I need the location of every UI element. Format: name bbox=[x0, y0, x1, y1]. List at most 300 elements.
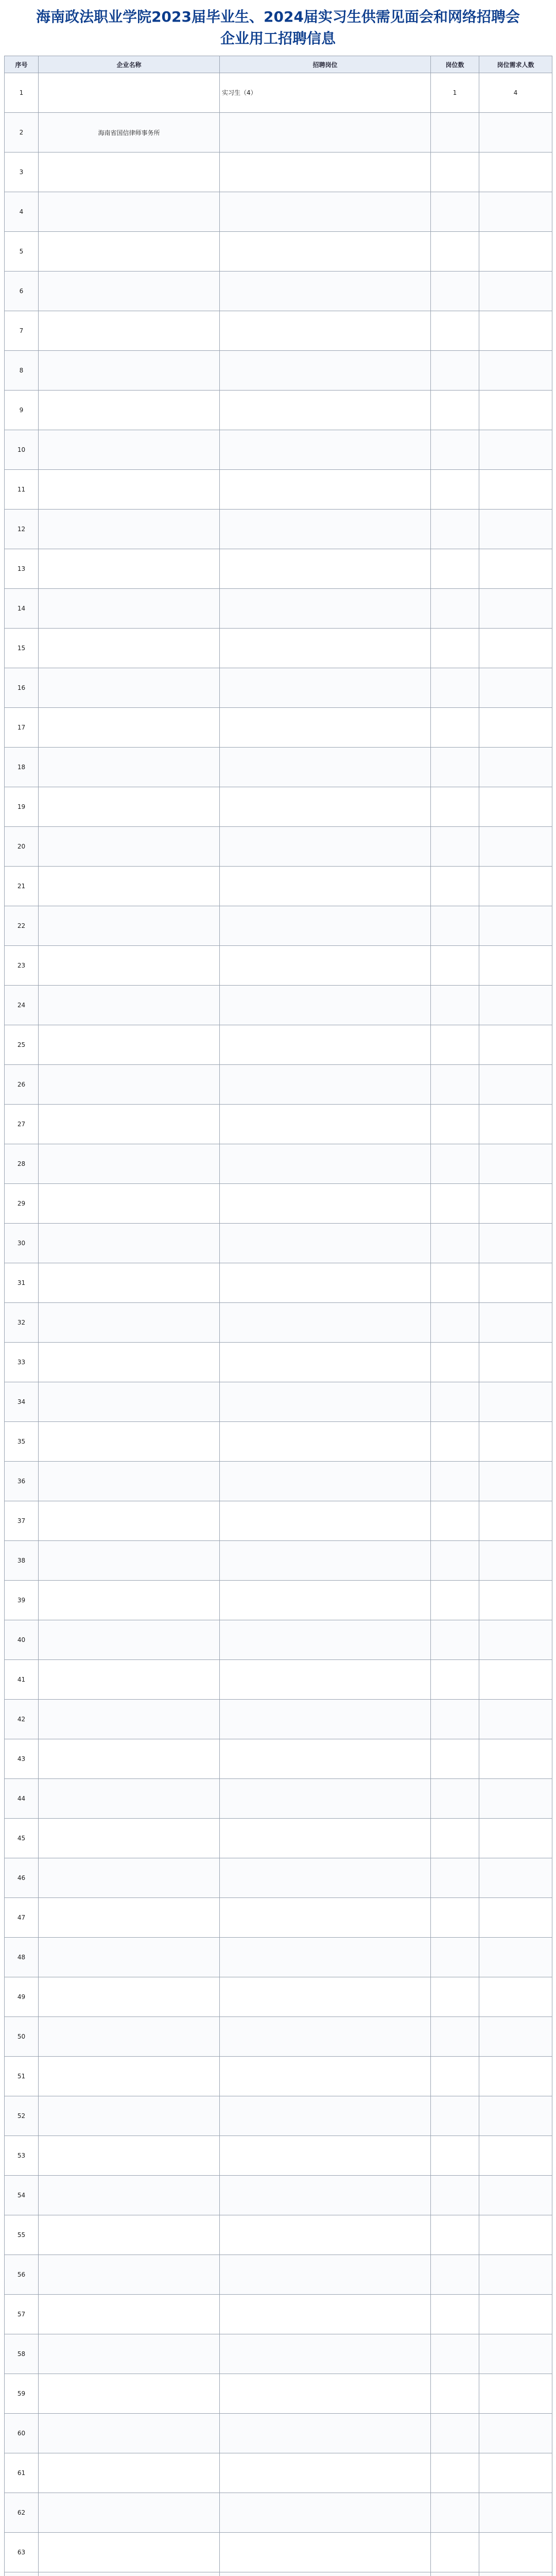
cell-company bbox=[39, 1065, 220, 1105]
cell-company bbox=[39, 1581, 220, 1620]
cell-position-count bbox=[431, 708, 479, 748]
cell-positions bbox=[220, 1343, 431, 1382]
cell-position-count bbox=[431, 1025, 479, 1065]
cell-company bbox=[39, 1422, 220, 1462]
table-row bbox=[5, 351, 552, 391]
table-row bbox=[5, 906, 552, 946]
cell-company bbox=[39, 470, 220, 510]
cell-company bbox=[39, 152, 220, 192]
cell-total-demand bbox=[479, 1898, 552, 1938]
table-row bbox=[5, 1224, 552, 1263]
cell-index: 18 bbox=[5, 748, 39, 787]
cell-position-count bbox=[431, 1184, 479, 1224]
cell-index: 20 bbox=[5, 827, 39, 867]
cell-index: 49 bbox=[5, 1977, 39, 2017]
cell-position-count bbox=[431, 1343, 479, 1382]
cell-index: 30 bbox=[5, 1224, 39, 1263]
cell-position-count bbox=[431, 391, 479, 430]
column-header-index: 序号 bbox=[5, 56, 39, 73]
cell-index: 5 bbox=[5, 232, 39, 272]
cell-positions bbox=[220, 1700, 431, 1739]
cell-index bbox=[5, 2572, 39, 2576]
cell-position-count bbox=[431, 1739, 479, 1779]
cell-index: 56 bbox=[5, 2255, 39, 2295]
cell-total-demand bbox=[479, 430, 552, 470]
cell-total-demand bbox=[479, 2572, 552, 2576]
table-row bbox=[5, 748, 552, 787]
cell-company bbox=[39, 2374, 220, 2414]
cell-positions bbox=[220, 1858, 431, 1898]
cell-index: 48 bbox=[5, 1938, 39, 1977]
cell-index: 24 bbox=[5, 986, 39, 1025]
cell-company bbox=[39, 2334, 220, 2374]
cell-company bbox=[39, 2533, 220, 2572]
cell-company bbox=[39, 748, 220, 787]
cell-total-demand bbox=[479, 470, 552, 510]
cell-total-demand bbox=[479, 2096, 552, 2136]
table-row bbox=[5, 470, 552, 510]
cell-company bbox=[39, 1739, 220, 1779]
cell-index: 32 bbox=[5, 1303, 39, 1343]
cell-positions bbox=[220, 1660, 431, 1700]
cell-index: 19 bbox=[5, 787, 39, 827]
cell-total-demand bbox=[479, 152, 552, 192]
cell-index: 2 bbox=[5, 113, 39, 152]
cell-position-count bbox=[431, 2414, 479, 2453]
cell-total-demand bbox=[479, 2414, 552, 2453]
cell-position-count bbox=[431, 152, 479, 192]
table-row bbox=[5, 1739, 552, 1779]
document-subtitle: 企业用工招聘信息 bbox=[220, 30, 336, 47]
cell-positions bbox=[220, 470, 431, 510]
cell-company bbox=[39, 351, 220, 391]
table-row bbox=[5, 1898, 552, 1938]
cell-index: 43 bbox=[5, 1739, 39, 1779]
table-row bbox=[5, 1581, 552, 1620]
cell-positions bbox=[220, 668, 431, 708]
cell-index: 62 bbox=[5, 2493, 39, 2533]
cell-position-count bbox=[431, 1263, 479, 1303]
cell-position-count bbox=[431, 2295, 479, 2334]
cell-total-demand bbox=[479, 510, 552, 549]
cell-total-demand bbox=[479, 1779, 552, 1819]
cell-position-count bbox=[431, 1224, 479, 1263]
cell-position-count bbox=[431, 1501, 479, 1541]
cell-total-demand bbox=[479, 351, 552, 391]
cell-index: 55 bbox=[5, 2215, 39, 2255]
cell-total-demand bbox=[479, 2374, 552, 2414]
table-row bbox=[5, 1382, 552, 1422]
cell-index: 9 bbox=[5, 391, 39, 430]
table-row bbox=[5, 1779, 552, 1819]
cell-company bbox=[39, 1858, 220, 1898]
cell-positions bbox=[220, 311, 431, 351]
cell-positions bbox=[220, 2255, 431, 2295]
cell-total-demand bbox=[479, 1263, 552, 1303]
table-row bbox=[5, 1620, 552, 1660]
cell-total-demand bbox=[479, 2334, 552, 2374]
cell-position-count bbox=[431, 1977, 479, 2017]
cell-positions bbox=[220, 391, 431, 430]
cell-total-demand bbox=[479, 2136, 552, 2176]
table-row bbox=[5, 1660, 552, 1700]
cell-positions bbox=[220, 1105, 431, 1144]
cell-index: 60 bbox=[5, 2414, 39, 2453]
table-row bbox=[5, 430, 552, 470]
cell-position-count bbox=[431, 549, 479, 589]
cell-company bbox=[39, 2414, 220, 2453]
cell-company bbox=[39, 232, 220, 272]
cell-positions bbox=[220, 1898, 431, 1938]
cell-index: 26 bbox=[5, 1065, 39, 1105]
cell-position-count bbox=[431, 1938, 479, 1977]
cell-index: 37 bbox=[5, 1501, 39, 1541]
cell-company bbox=[39, 2096, 220, 2136]
cell-total-demand bbox=[479, 2533, 552, 2572]
table-row bbox=[5, 867, 552, 906]
cell-position-count bbox=[431, 2096, 479, 2136]
cell-positions bbox=[220, 1382, 431, 1422]
cell-index: 54 bbox=[5, 2176, 39, 2215]
table-row bbox=[5, 1303, 552, 1343]
cell-positions: 实习生（4） bbox=[220, 73, 431, 113]
cell-position-count bbox=[431, 2374, 479, 2414]
cell-company bbox=[39, 1382, 220, 1422]
cell-index: 15 bbox=[5, 629, 39, 668]
cell-company bbox=[39, 2136, 220, 2176]
table-row bbox=[5, 589, 552, 629]
cell-index: 63 bbox=[5, 2533, 39, 2572]
cell-index: 44 bbox=[5, 1779, 39, 1819]
cell-company bbox=[39, 629, 220, 668]
cell-position-count bbox=[431, 986, 479, 1025]
cell-total-demand bbox=[479, 1938, 552, 1977]
cell-index: 3 bbox=[5, 152, 39, 192]
cell-index: 59 bbox=[5, 2374, 39, 2414]
cell-positions bbox=[220, 1462, 431, 1501]
cell-positions bbox=[220, 1779, 431, 1819]
document-title-block bbox=[4, 0, 552, 56]
cell-total-demand bbox=[479, 311, 552, 351]
cell-position-count bbox=[431, 1462, 479, 1501]
cell-total-demand bbox=[479, 192, 552, 232]
cell-index: 23 bbox=[5, 946, 39, 986]
table-row bbox=[5, 1263, 552, 1303]
cell-company bbox=[39, 1938, 220, 1977]
cell-index: 34 bbox=[5, 1382, 39, 1422]
cell-company bbox=[39, 1462, 220, 1501]
cell-index: 10 bbox=[5, 430, 39, 470]
cell-index: 31 bbox=[5, 1263, 39, 1303]
table-row bbox=[5, 113, 552, 152]
cell-company bbox=[39, 1541, 220, 1581]
cell-company bbox=[39, 2572, 220, 2576]
table-row bbox=[5, 2374, 552, 2414]
cell-position-count bbox=[431, 787, 479, 827]
cell-company: 海南省国信律师事务所 bbox=[39, 113, 220, 152]
cell-company bbox=[39, 510, 220, 549]
cell-positions bbox=[220, 2533, 431, 2572]
table-row bbox=[5, 2493, 552, 2533]
table-row bbox=[5, 827, 552, 867]
cell-positions bbox=[220, 510, 431, 549]
cell-company bbox=[39, 1263, 220, 1303]
cell-position-count bbox=[431, 1581, 479, 1620]
cell-company bbox=[39, 311, 220, 351]
cell-position-count bbox=[431, 311, 479, 351]
cell-position-count bbox=[431, 1700, 479, 1739]
cell-company bbox=[39, 430, 220, 470]
cell-total-demand bbox=[479, 867, 552, 906]
column-header-total-demand: 岗位需求人数 bbox=[479, 56, 552, 73]
cell-index: 42 bbox=[5, 1700, 39, 1739]
cell-position-count bbox=[431, 1303, 479, 1343]
table-row bbox=[5, 2414, 552, 2453]
cell-index: 33 bbox=[5, 1343, 39, 1382]
cell-total-demand bbox=[479, 2493, 552, 2533]
cell-positions bbox=[220, 2215, 431, 2255]
cell-position-count bbox=[431, 1541, 479, 1581]
cell-total-demand bbox=[479, 2017, 552, 2057]
cell-positions bbox=[220, 1819, 431, 1858]
cell-total-demand bbox=[479, 668, 552, 708]
cell-positions bbox=[220, 867, 431, 906]
cell-total-demand bbox=[479, 1303, 552, 1343]
cell-positions bbox=[220, 986, 431, 1025]
cell-company bbox=[39, 1144, 220, 1184]
cell-company bbox=[39, 1620, 220, 1660]
table-row bbox=[5, 1501, 552, 1541]
column-header-position-count: 岗位数 bbox=[431, 56, 479, 73]
cell-company bbox=[39, 1898, 220, 1938]
cell-positions bbox=[220, 1541, 431, 1581]
cell-total-demand bbox=[479, 113, 552, 152]
cell-company bbox=[39, 986, 220, 1025]
cell-total-demand bbox=[479, 232, 552, 272]
cell-index: 1 bbox=[5, 73, 39, 113]
cell-positions bbox=[220, 2136, 431, 2176]
cell-total-demand bbox=[479, 1224, 552, 1263]
cell-position-count bbox=[431, 827, 479, 867]
cell-company bbox=[39, 1343, 220, 1382]
table-header-row bbox=[5, 56, 552, 73]
cell-index: 25 bbox=[5, 1025, 39, 1065]
cell-company bbox=[39, 1224, 220, 1263]
table-row bbox=[5, 2136, 552, 2176]
cell-total-demand bbox=[479, 1819, 552, 1858]
table-row bbox=[5, 311, 552, 351]
cell-index: 41 bbox=[5, 1660, 39, 1700]
cell-company bbox=[39, 272, 220, 311]
cell-position-count bbox=[431, 430, 479, 470]
cell-index: 11 bbox=[5, 470, 39, 510]
cell-position-count bbox=[431, 629, 479, 668]
cell-total-demand bbox=[479, 1700, 552, 1739]
cell-positions bbox=[220, 708, 431, 748]
cell-position-count bbox=[431, 2017, 479, 2057]
cell-total-demand bbox=[479, 986, 552, 1025]
cell-positions bbox=[220, 2334, 431, 2374]
cell-company bbox=[39, 2255, 220, 2295]
cell-position-count bbox=[431, 668, 479, 708]
table-row bbox=[5, 1144, 552, 1184]
cell-position-count bbox=[431, 2136, 479, 2176]
cell-company bbox=[39, 2215, 220, 2255]
cell-positions bbox=[220, 1303, 431, 1343]
table-row bbox=[5, 549, 552, 589]
cell-index: 52 bbox=[5, 2096, 39, 2136]
table-row bbox=[5, 2453, 552, 2493]
cell-positions bbox=[220, 272, 431, 311]
cell-positions bbox=[220, 1263, 431, 1303]
cell-position-count bbox=[431, 1065, 479, 1105]
cell-positions bbox=[220, 2374, 431, 2414]
table-row bbox=[5, 73, 552, 113]
cell-total-demand bbox=[479, 748, 552, 787]
cell-index: 28 bbox=[5, 1144, 39, 1184]
cell-position-count bbox=[431, 1105, 479, 1144]
cell-index: 61 bbox=[5, 2453, 39, 2493]
cell-position-count bbox=[431, 1422, 479, 1462]
cell-company bbox=[39, 73, 220, 113]
cell-total-demand bbox=[479, 1858, 552, 1898]
cell-company bbox=[39, 2057, 220, 2096]
cell-positions bbox=[220, 1184, 431, 1224]
cell-positions bbox=[220, 351, 431, 391]
cell-index: 53 bbox=[5, 2136, 39, 2176]
cell-position-count bbox=[431, 470, 479, 510]
cell-positions bbox=[220, 1422, 431, 1462]
document-title: 海南政法职业学院2023届毕业生、2024届实习生供需见面会和网络招聘会 bbox=[36, 8, 520, 25]
table-row bbox=[5, 272, 552, 311]
cell-index: 35 bbox=[5, 1422, 39, 1462]
cell-positions bbox=[220, 1025, 431, 1065]
table-row bbox=[5, 2017, 552, 2057]
table-row bbox=[5, 2334, 552, 2374]
cell-index: 50 bbox=[5, 2017, 39, 2057]
cell-total-demand bbox=[479, 2057, 552, 2096]
cell-positions bbox=[220, 1620, 431, 1660]
cell-position-count bbox=[431, 1660, 479, 1700]
cell-position-count bbox=[431, 510, 479, 549]
cell-position-count bbox=[431, 2533, 479, 2572]
cell-positions bbox=[220, 1065, 431, 1105]
cell-company bbox=[39, 1977, 220, 2017]
cell-index: 14 bbox=[5, 589, 39, 629]
cell-company bbox=[39, 668, 220, 708]
cell-total-demand bbox=[479, 787, 552, 827]
cell-positions bbox=[220, 827, 431, 867]
cell-company bbox=[39, 1025, 220, 1065]
table-row bbox=[5, 232, 552, 272]
cell-positions bbox=[220, 113, 431, 152]
cell-position-count bbox=[431, 272, 479, 311]
table-row bbox=[5, 2096, 552, 2136]
cell-total-demand bbox=[479, 1977, 552, 2017]
table-row bbox=[5, 629, 552, 668]
cell-company bbox=[39, 1779, 220, 1819]
cell-total-demand bbox=[479, 2255, 552, 2295]
cell-position-count bbox=[431, 1620, 479, 1660]
cell-total-demand bbox=[479, 549, 552, 589]
cell-total-demand bbox=[479, 906, 552, 946]
cell-total-demand bbox=[479, 1660, 552, 1700]
cell-company bbox=[39, 1303, 220, 1343]
cell-positions bbox=[220, 192, 431, 232]
cell-positions bbox=[220, 946, 431, 986]
cell-total-demand bbox=[479, 629, 552, 668]
cell-positions bbox=[220, 232, 431, 272]
cell-total-demand bbox=[479, 1144, 552, 1184]
cell-company bbox=[39, 2453, 220, 2493]
cell-index: 38 bbox=[5, 1541, 39, 1581]
cell-position-count bbox=[431, 2334, 479, 2374]
cell-total-demand bbox=[479, 1422, 552, 1462]
cell-company bbox=[39, 549, 220, 589]
cell-company bbox=[39, 827, 220, 867]
cell-index: 39 bbox=[5, 1581, 39, 1620]
cell-total-demand bbox=[479, 1739, 552, 1779]
cell-company bbox=[39, 1660, 220, 1700]
cell-company bbox=[39, 192, 220, 232]
table-row bbox=[5, 1065, 552, 1105]
table-row bbox=[5, 1977, 552, 2017]
cell-positions bbox=[220, 2572, 431, 2576]
cell-total-demand bbox=[479, 2215, 552, 2255]
cell-positions bbox=[220, 2414, 431, 2453]
cell-company bbox=[39, 1700, 220, 1739]
table-row bbox=[5, 708, 552, 748]
cell-total-demand bbox=[479, 1025, 552, 1065]
table-row bbox=[5, 787, 552, 827]
column-header-positions: 招聘岗位 bbox=[220, 56, 431, 73]
cell-positions bbox=[220, 1938, 431, 1977]
cell-positions bbox=[220, 2493, 431, 2533]
cell-positions bbox=[220, 430, 431, 470]
cell-index: 13 bbox=[5, 549, 39, 589]
cell-position-count bbox=[431, 2215, 479, 2255]
table-row bbox=[5, 152, 552, 192]
cell-company bbox=[39, 391, 220, 430]
cell-positions bbox=[220, 2176, 431, 2215]
cell-positions bbox=[220, 1224, 431, 1263]
cell-total-demand bbox=[479, 1343, 552, 1382]
cell-positions bbox=[220, 1977, 431, 2017]
cell-index: 47 bbox=[5, 1898, 39, 1938]
cell-positions bbox=[220, 2096, 431, 2136]
table-row bbox=[5, 2057, 552, 2096]
cell-total-demand bbox=[479, 827, 552, 867]
cell-position-count bbox=[431, 589, 479, 629]
cell-total-demand bbox=[479, 2176, 552, 2215]
cell-positions bbox=[220, 2295, 431, 2334]
cell-company bbox=[39, 708, 220, 748]
cell-position-count bbox=[431, 1819, 479, 1858]
cell-positions bbox=[220, 1501, 431, 1541]
recruitment-table bbox=[4, 56, 552, 2576]
table-row bbox=[5, 1700, 552, 1739]
cell-index: 21 bbox=[5, 867, 39, 906]
cell-total-demand bbox=[479, 1105, 552, 1144]
cell-position-count bbox=[431, 113, 479, 152]
cell-positions bbox=[220, 787, 431, 827]
cell-positions bbox=[220, 1581, 431, 1620]
cell-position-count bbox=[431, 2176, 479, 2215]
cell-position-count: 1 bbox=[431, 73, 479, 113]
cell-total-demand bbox=[479, 589, 552, 629]
cell-position-count bbox=[431, 2493, 479, 2533]
cell-index: 16 bbox=[5, 668, 39, 708]
